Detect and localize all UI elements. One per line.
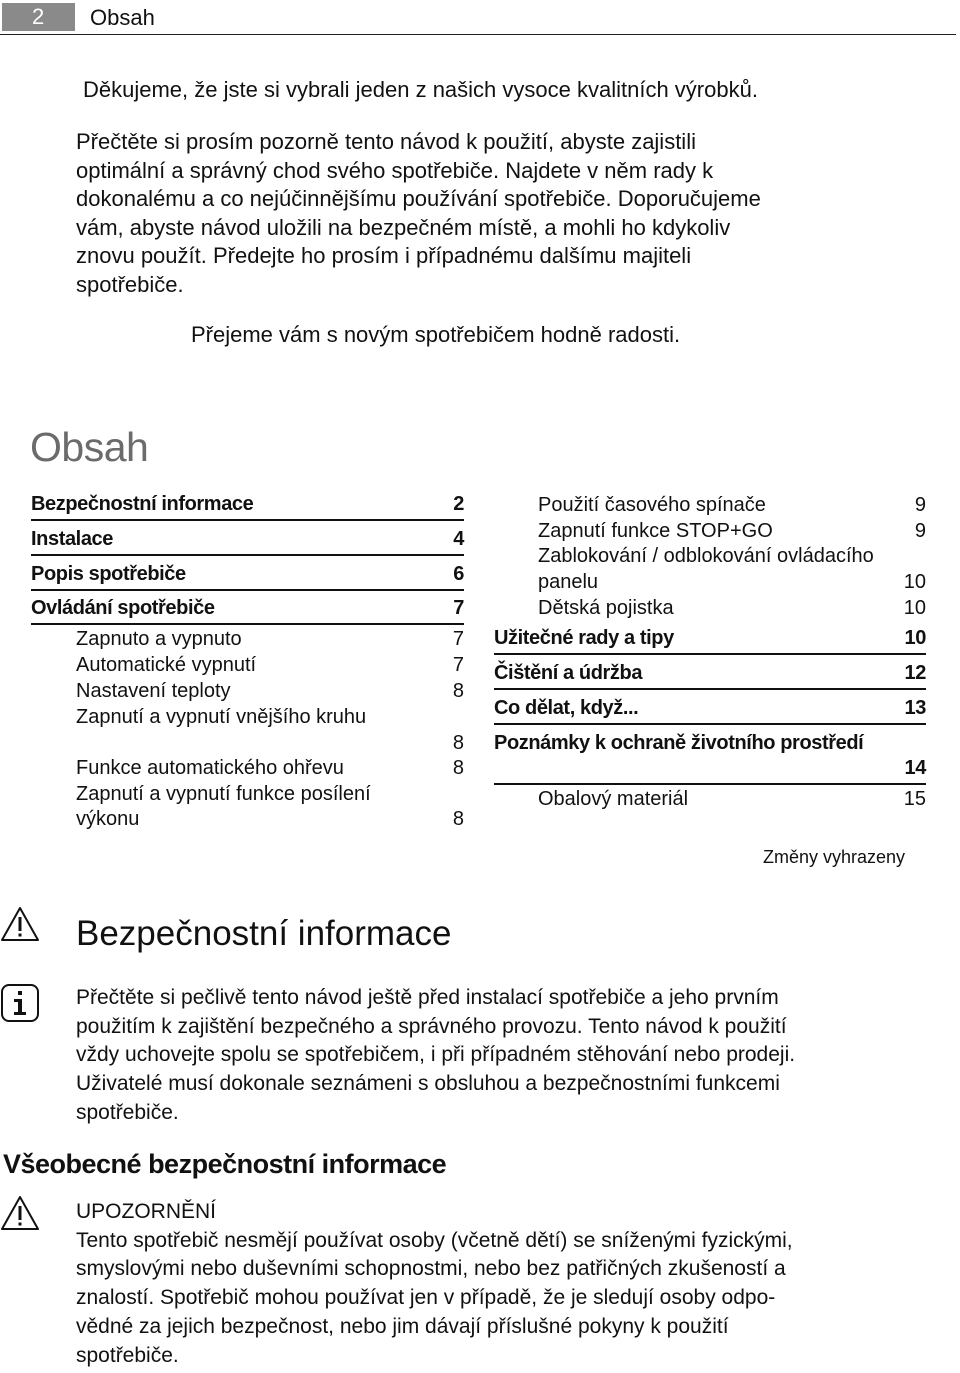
toc-entry-label: Ovládání spotřebiče bbox=[31, 597, 215, 619]
intro-line: optimální a správný chod svého spotřebiče. Najdete v něm rady k bbox=[76, 157, 714, 183]
toc-subentry[interactable] bbox=[538, 571, 926, 594]
intro-paragraph bbox=[76, 128, 761, 299]
text-line: znalostí. Spotřebič mohou používat jen v případě, že je sledují osoby odpo- bbox=[76, 1286, 776, 1310]
toc-entry-label: Popis spotřebiče bbox=[31, 563, 186, 585]
text-line: vědné za jejich bezpečnost, nebo jim dávají příslušné pokyny k použití bbox=[76, 1314, 729, 1338]
intro-line: Přečtěte si prosím pozorně tento návod k použití, abyste zajistili bbox=[76, 129, 696, 154]
toc-entry-page: 8 bbox=[452, 808, 464, 830]
warning-block bbox=[76, 1198, 793, 1370]
toc-entry[interactable] bbox=[31, 563, 464, 591]
toc-entry-label: panelu bbox=[538, 571, 599, 593]
toc-entry-page: 10 bbox=[903, 571, 926, 593]
toc-entry-page: 8 bbox=[452, 757, 464, 779]
toc-entry-label: Zapnutí a vypnutí vnějšího kruhu bbox=[76, 706, 367, 728]
warning-label: UPOZORNĚNÍ bbox=[76, 1200, 217, 1223]
toc-entry-label: Zablokování / odblokování ovládacího bbox=[538, 545, 874, 567]
intro-line: spotřebiče. bbox=[76, 271, 184, 297]
intro-line: vám, abyste návod uložili na bezpečném místě, a mohli ho kdykoliv bbox=[76, 214, 731, 240]
toc-entry-page: 10 bbox=[904, 627, 926, 649]
toc-entry-label: výkonu bbox=[76, 808, 140, 830]
toc-subentry[interactable] bbox=[76, 706, 464, 729]
toc-entry-label: Čištění a údržba bbox=[494, 662, 643, 684]
toc-entry-page: 8 bbox=[452, 680, 464, 702]
toc-entry-label: Co dělat, když... bbox=[494, 697, 639, 719]
toc-entry[interactable] bbox=[494, 757, 926, 785]
intro-thanks: Děkujeme, že jste si vybrali jeden z našich vysoce kvalitních výrobků. bbox=[83, 77, 758, 102]
section-title: Bezpečnostní informace bbox=[76, 914, 452, 953]
toc-entry-page: 7 bbox=[452, 628, 464, 650]
toc-entry-page: 9 bbox=[914, 494, 926, 516]
toc-entry[interactable] bbox=[31, 597, 464, 625]
text-line: Uživatelé musí dokonale seznámeni s obsluhou a bezpečnostními funkcemi bbox=[76, 1072, 780, 1096]
toc-entry[interactable] bbox=[494, 697, 926, 725]
toc-entry-label: Použití časového spínače bbox=[538, 494, 766, 516]
toc-entry-page: 8 bbox=[452, 732, 464, 754]
toc-entry-label: Dětská pojistka bbox=[538, 597, 674, 619]
toc-entry-page: 7 bbox=[452, 654, 464, 676]
text-line: použitím k zajištění bezpečného a správného provozu. Tento návod k použití bbox=[76, 1014, 787, 1038]
toc-entry-page: 13 bbox=[904, 697, 926, 719]
toc-entry-page: 6 bbox=[453, 563, 464, 585]
toc-entry-label: Bezpečnostní informace bbox=[31, 493, 254, 515]
warning-triangle-icon bbox=[0, 1194, 40, 1232]
toc-entry-page: 4 bbox=[453, 528, 464, 550]
toc-entry-label: Obalový materiál bbox=[538, 788, 689, 810]
text-line: vždy uchovejte spolu se spotřebičem, i při případném stěhování nebo prodeji. bbox=[76, 1043, 796, 1067]
safety-intro-paragraph bbox=[76, 984, 795, 1128]
header-title: Obsah bbox=[90, 5, 155, 30]
toc-entry-page: 10 bbox=[903, 597, 926, 619]
info-icon bbox=[0, 983, 40, 1023]
toc-entry-page: 7 bbox=[453, 597, 464, 619]
toc-title: Obsah bbox=[30, 424, 149, 470]
toc-subentry[interactable] bbox=[538, 597, 926, 620]
header-rule bbox=[0, 34, 956, 35]
toc-subentry[interactable] bbox=[76, 628, 464, 651]
intro-line: znovu použít. Předejte ho prosím i případnému dalšímu majiteli bbox=[76, 243, 692, 268]
toc-subentry[interactable] bbox=[76, 654, 464, 677]
toc-entry-page: 14 bbox=[904, 757, 926, 779]
warning-triangle-icon bbox=[0, 905, 40, 943]
toc-entry-label: Zapnutí funkce STOP+GO bbox=[538, 520, 773, 542]
toc-subentry[interactable] bbox=[76, 680, 464, 703]
intro-line: dokonalému a co nejúčinnějšímu používání spotřebiče. Doporučujeme bbox=[76, 186, 761, 211]
changes-note: Změny vyhrazeny bbox=[763, 847, 906, 867]
text-line: spotřebiče. bbox=[76, 1343, 179, 1367]
page-number: 2 bbox=[2, 3, 75, 31]
toc-subentry[interactable] bbox=[76, 757, 464, 780]
toc-entry-label: Užitečné rady a tipy bbox=[494, 627, 674, 649]
toc-entry-page: 15 bbox=[903, 788, 926, 810]
toc-entry[interactable] bbox=[494, 662, 926, 690]
toc-entry-page: 2 bbox=[453, 493, 464, 515]
intro-wish: Přejeme vám s novým spotřebičem hodně radosti. bbox=[191, 322, 681, 347]
toc-entry[interactable] bbox=[494, 627, 926, 655]
general-safety-title: Všeobecné bezpečnostní informace bbox=[3, 1149, 447, 1179]
toc-entry[interactable] bbox=[31, 528, 464, 556]
text-line: spotřebiče. bbox=[76, 1100, 179, 1124]
toc-entry-label: Zapnuto a vypnuto bbox=[76, 628, 242, 650]
toc-entry-label: Poznámky k ochraně životního prostředí bbox=[494, 732, 864, 754]
toc-subentry[interactable] bbox=[538, 788, 926, 811]
toc-entry-page: 9 bbox=[914, 520, 926, 542]
toc-entry[interactable] bbox=[31, 493, 464, 521]
toc-subentry[interactable] bbox=[538, 494, 926, 517]
toc-entry-label: Zapnutí a vypnutí funkce posílení bbox=[76, 783, 371, 805]
toc-entry[interactable] bbox=[494, 732, 926, 756]
toc-subentry[interactable] bbox=[538, 545, 926, 568]
text-line: Přečtěte si pečlivě tento návod ještě před instalací spotřebiče a jeho prvním bbox=[76, 986, 779, 1009]
toc-subentry[interactable] bbox=[76, 732, 464, 755]
text-line: smyslovými nebo duševními schopnostmi, nebo bez patřičných zkušeností a bbox=[76, 1257, 786, 1281]
toc-entry-label: Nastavení teploty bbox=[76, 680, 231, 702]
toc-entry-label: Funkce automatického ohřevu bbox=[76, 757, 344, 779]
text-line: Tento spotřebič nesmějí používat osoby (včetně dětí) se sníženými fyzickými, bbox=[76, 1228, 793, 1252]
toc-entry-page: 12 bbox=[904, 662, 926, 684]
toc-subentry[interactable] bbox=[538, 520, 926, 543]
toc-subentry[interactable] bbox=[76, 783, 464, 806]
toc-entry-label: Instalace bbox=[31, 528, 114, 550]
toc-entry-label: Automatické vypnutí bbox=[76, 654, 257, 676]
toc-subentry[interactable] bbox=[76, 808, 464, 831]
